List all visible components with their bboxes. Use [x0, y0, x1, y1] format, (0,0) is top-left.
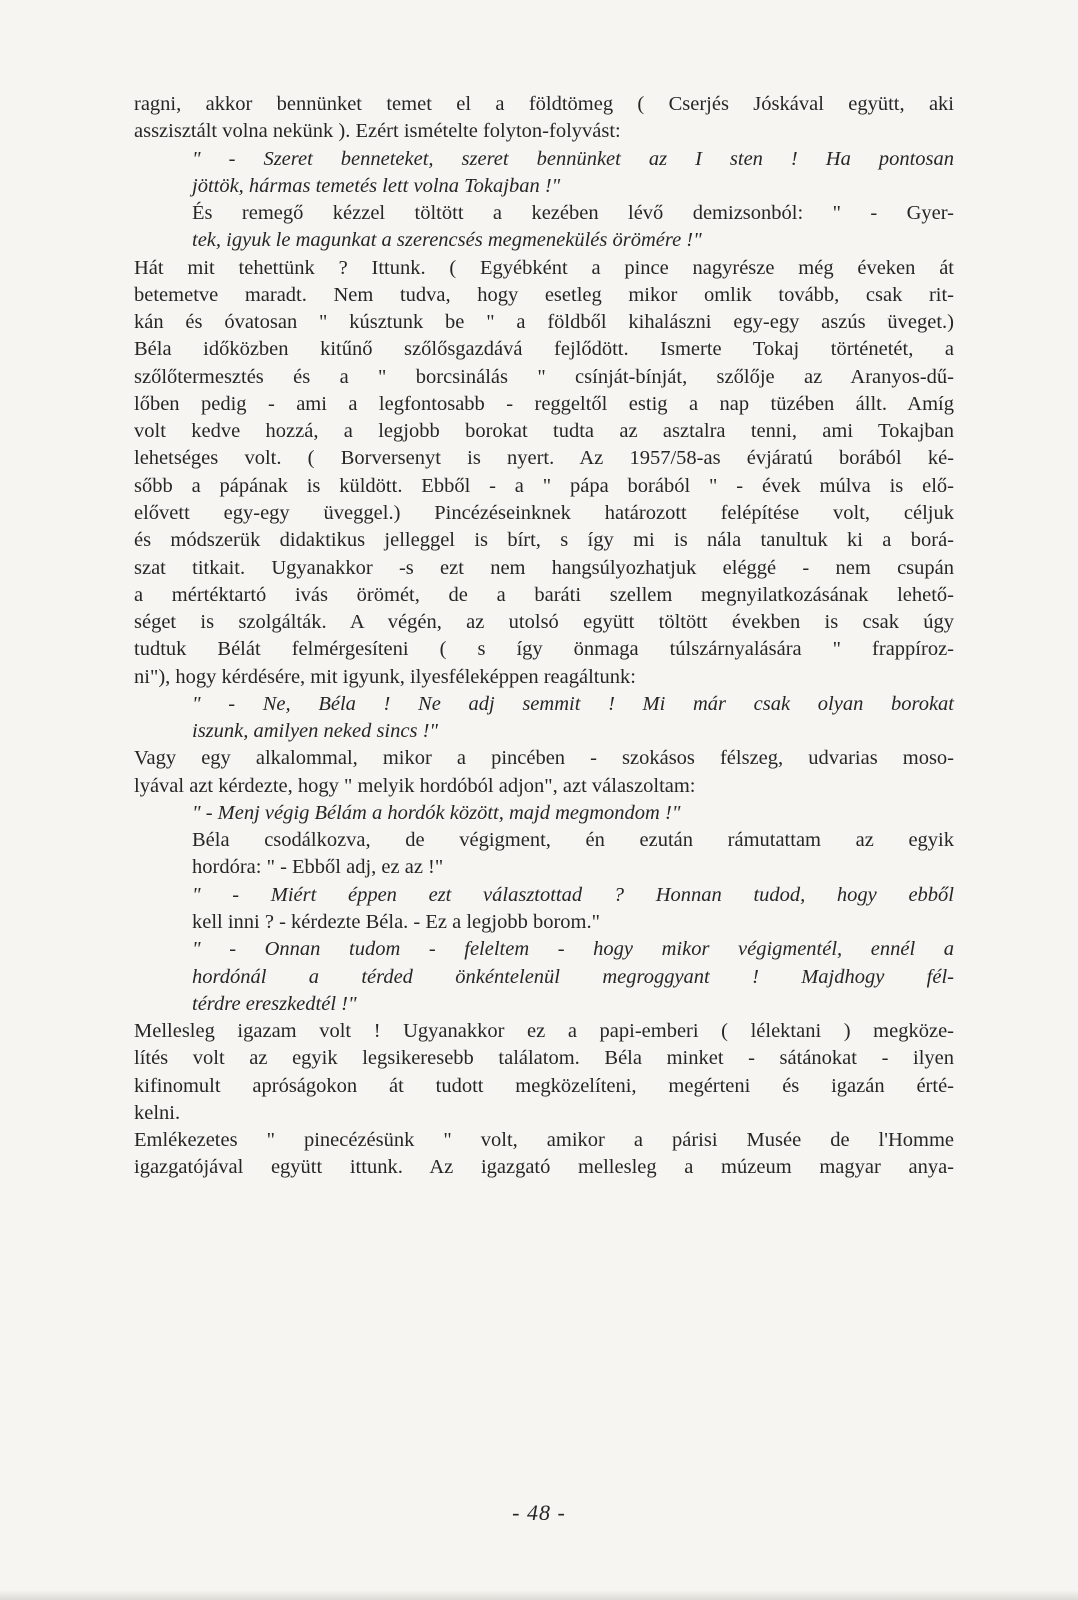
text-line: iszunk, amilyen neked sincs !" — [192, 720, 438, 743]
text-line: térdre ereszkedtél !" — [192, 992, 357, 1015]
text-line: " - Menj végig Bélám a hordók között, majd megmondom !" — [192, 801, 681, 824]
text-line: " - Ne, Béla ! Ne adj semmit ! Mi már csak olyan borokat — [192, 692, 954, 715]
text-line: " - Onnan tudom - feleltem - hogy mikor végigmentél, ennél a — [192, 938, 954, 961]
text-line: Vagy egy alkalommal, mikor a pincében - szokásos félszeg, udvarias moso- — [134, 747, 954, 770]
text-line: Béla időközben kitűnő szőlősgazdává fejlődött. Ismerte Tokaj történetét, a — [134, 338, 954, 361]
text-line: kifinomult apróságokon át tudott megközelíteni, megérteni és igazán érté- — [134, 1074, 954, 1097]
text-line: asszisztált volna nekünk ). Ezért ismételte folyton-folyvást: — [134, 120, 621, 143]
text-line: lőben pedig - ami a legfontosabb - reggeltől estig a nap tüzében állt. Amíg — [134, 392, 954, 415]
text-line: szőlőtermesztés és a " borcsinálás " csínját-bínját, szőlője az Aranyos-dű- — [134, 365, 954, 388]
text-line: és módszerük didaktikus jelleggel is bírt, s így mi is nála tanultuk ki a borá- — [134, 529, 954, 552]
text-line: hordónál a térded önkéntelenül megroggyant ! Majdhogy fél- — [192, 965, 954, 988]
page-number: - 48 - — [512, 1500, 566, 1525]
text-line: ni"), hogy kérdésére, mit igyunk, ilyesféleképpen reagáltunk: — [134, 665, 636, 688]
text-line: lítés volt az egyik legsikeresebb találatom. Béla minket - sátánokat - ilyen — [134, 1047, 954, 1070]
text-line: " - Szeret benneteket, szeret bennünket az I sten ! Ha pontosan — [192, 147, 954, 170]
text-line: a mértéktartó ivás örömét, de a baráti szellem megnyilatkozásának lehető- — [134, 583, 954, 606]
text-line: hordóra: " - Ebből adj, ez az !" — [192, 856, 444, 879]
scan-edge — [0, 1590, 1078, 1600]
text-line: Béla csodálkozva, de végigment, én ezután rámutattam az egyik — [192, 829, 954, 852]
text-line: lyával azt kérdezte, hogy " melyik hordóból adjon", azt válaszoltam: — [134, 774, 696, 797]
text-line: ragni, akkor bennünket temet el a földtömeg ( Cserjés Jóskával együtt, aki — [134, 93, 954, 115]
text-line: elővett egy-egy üveggel.) Pincézéseinknek határozott felépítése volt, céljuk — [134, 501, 954, 524]
text-line: szat titkait. Ugyanakkor -s ezt nem hangsúlyozhatjuk eléggé - nem csupán — [134, 556, 954, 579]
text-line: lehetséges volt. ( Borversenyt is nyert. Az 1957/58-as évjáratú borából ké- — [134, 447, 954, 470]
text-line: kell inni ? - kérdezte Béla. - Ez a legjobb borom." — [192, 910, 600, 933]
text-line: igazgatójával együtt ittunk. Az igazgató mellesleg a múzeum magyar anya- — [134, 1156, 954, 1179]
text-line: kán és óvatosan " kúsztunk be " a földből kihalászni egy-egy aszús üveget.) — [134, 311, 954, 334]
text-line: " - Miért éppen ezt választottad ? Honnan tudod, hogy ebből — [192, 883, 954, 906]
text-line: És remegő kézzel töltött a kezében lévő demizsonból: " - Gyer- — [192, 202, 954, 225]
text-line: tudtuk Bélát felmérgesíteni ( s így önmaga túlszárnyalására " frappíroz- — [134, 638, 954, 661]
body-text — [134, 91, 954, 1182]
text-line: sőbb a pápának is küldött. Ebből - a " pápa borából " - évek múlva is elő- — [134, 474, 954, 497]
text-line: volt kedve hozzá, a legjobb borokat tudta az asztalra tenni, ami Tokajban — [134, 420, 954, 443]
text-line: séget is szolgálták. A végén, az utolsó együtt töltött években is csak úgy — [134, 611, 954, 634]
text-line: kelni. — [134, 1101, 181, 1124]
text-line: Emlékezetes " pinecézésünk " volt, amikor a párisi Musée de l'Homme — [134, 1129, 954, 1152]
text-line: jöttök, hármas temetés lett volna Tokajban !" — [192, 174, 561, 197]
text-line: Hát mit tehettünk ? Ittunk. ( Egyébként a pince nagyrésze még éveken át — [134, 256, 954, 279]
text-line: tek, igyuk le magunkat a szerencsés megmenekülés örömére !" — [192, 229, 702, 252]
text-line: Mellesleg igazam volt ! Ugyanakkor ez a papi-emberi ( lélektani ) megköze- — [134, 1020, 954, 1043]
text-line: betemetve maradt. Nem tudva, hogy esetleg mikor omlik tovább, csak rit- — [134, 283, 954, 306]
